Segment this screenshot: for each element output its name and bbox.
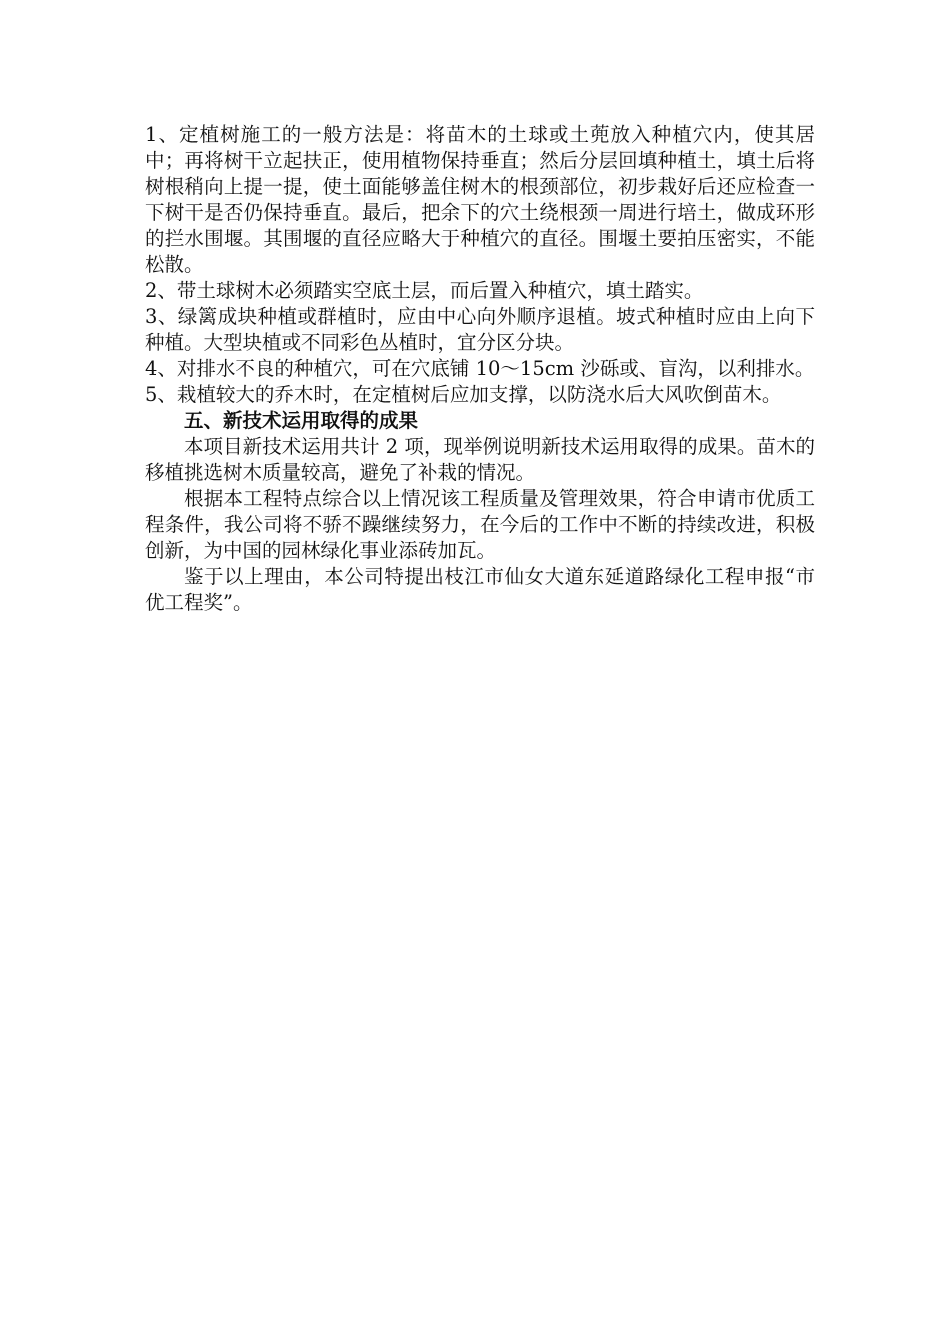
body-paragraph-1: 本项目新技术运用共计 2 项，现举例说明新技术运用取得的成果。苗木的移植挑选树木质量较高，避免了补栽的情况。: [145, 435, 815, 484]
section-heading: 五、新技术运用取得的成果: [184, 409, 419, 432]
list-item-5: 5、栽植较大的乔木时，在定植树后应加支撑，以防浇水后大风吹倒苗木。: [145, 383, 782, 406]
document-page: [145, 122, 815, 616]
list-item-4: 4、对排水不良的种植穴，可在穴底铺 10～15cm 沙砾或、盲沟，以利排水。: [145, 357, 815, 380]
body-paragraph-3: 鉴于以上理由，本公司特提出枝江市仙女大道东延道路绿化工程申报“市优工程奖”。: [145, 565, 815, 614]
list-item-3: 3、绿篱成块种植或群植时，应由中心向外顺序退植。坡式种植时应由上向下种植。大型块植或不同彩色丛植时，宜分区分块。: [145, 305, 815, 354]
list-item-2: 2、带土球树木必须踏实空底土层，而后置入种植穴，填土踏实。: [145, 279, 704, 302]
body-paragraph-2: 根据本工程特点综合以上情况该工程质量及管理效果，符合申请市优质工程条件，我公司将不骄不躁继续努力，在今后的工作中不断的持续改进，积极创新，为中国的园林绿化事业添砖加瓦。: [145, 487, 815, 562]
list-item-1: 1、定植树施工的一般方法是：将苗木的土球或土蔸放入种植穴内，使其居中；再将树干立起扶正，使用植物保持垂直；然后分层回填种植土，填土后将树根稍向上提一提，使土面能够盖住树木的根颈部位，初步栽好后还应检查一下树干是否仍保持垂直。最后，把余下的穴土绕根颈一周进行培土，做成环形的拦水围堰。其围堰的直径应略大于种植穴的直径。围堰土要拍压密实，不能松散。: [145, 123, 815, 276]
